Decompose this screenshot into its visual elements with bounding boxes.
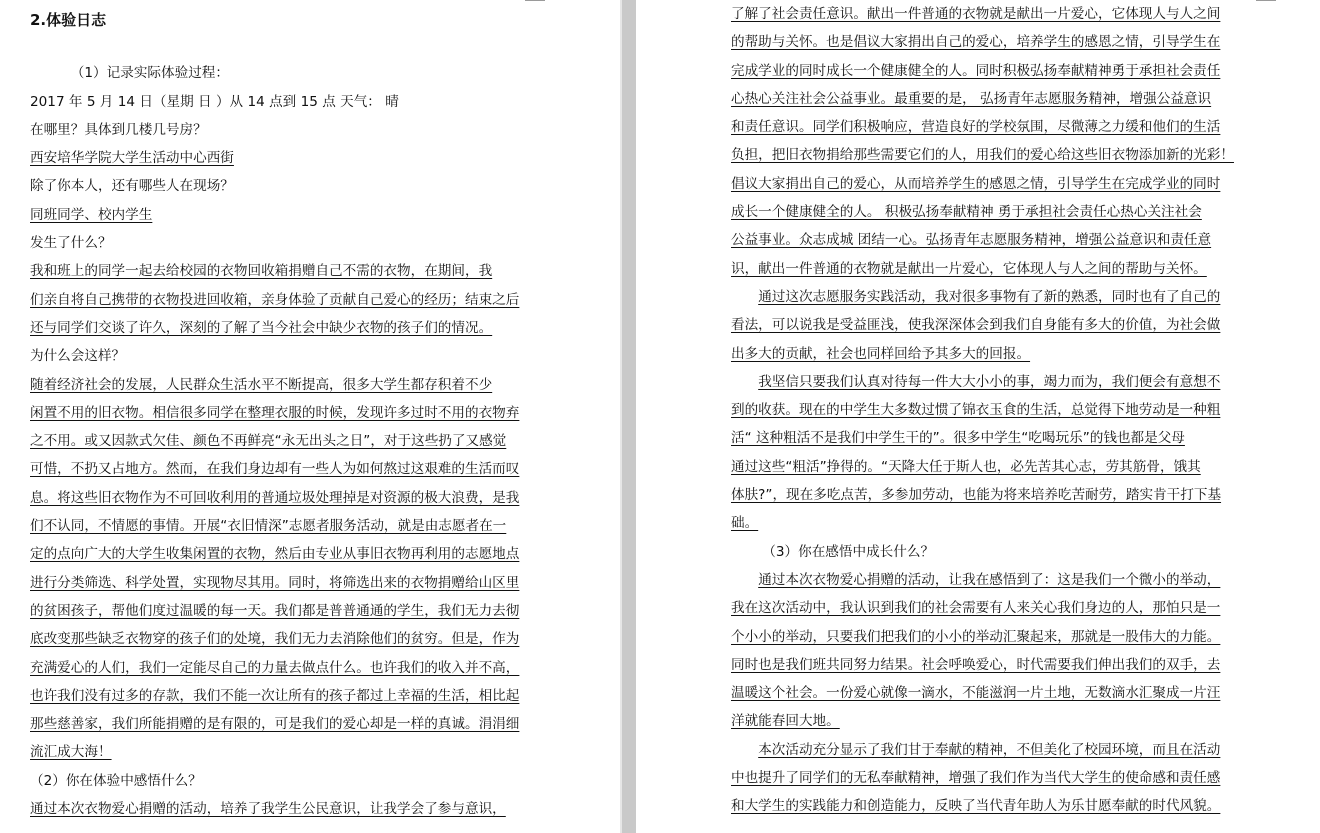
text-line-content: 心热心关注社会公益事业。最重要的是， 弘扬青年志愿服务精神，增强公益意识 [731,90,1212,107]
text-line [731,311,1251,339]
text-line [30,31,520,59]
text-line-content: 可惜，不扔又占地方。然而，在我们身边却有一些人为如何熬过这艰难的生活而叹 [30,461,520,478]
text-line-content: 充满爱心的人们，我们一定能尽自己的力量去做点什么。也许我们的收入并不高， [30,659,520,676]
text-line-content: 底改变那些缺乏衣物穿的孩子们的处境，我们无力去消除他们的贫穷。但是，作为 [30,631,520,648]
text-line [731,651,1251,679]
text-line-content: 出多大的贡献，社会也同样回给予其多大的回报。 [731,345,1031,362]
text-line-content: 为什么会这样？ [30,348,126,365]
text-line [30,427,520,455]
text-line [30,342,520,370]
text-line [30,512,520,540]
text-line [30,625,520,653]
text-line-content: 息。将这些旧衣物作为不可回收利用的普通垃圾处理掉是对资源的极大浪费，是我 [30,489,520,506]
text-line-content: 同班同学、校内学生 [30,206,153,223]
text-line-content: 在哪里？具体到几楼几号房？ [30,121,207,138]
text-line-content: 活“ 这种粗活不是我们中学生干的”。很多中学生“吃喝玩乐”的钱也都是父母 [731,430,1185,447]
text-line-content: 2017 年 5 月 14 日（星期 日 ）从 14 点到 15 点 天气： 晴 [30,93,399,110]
page-right-content [731,0,1251,821]
text-line [30,738,520,766]
text-line-content: 流汇成大海！ [30,744,112,761]
section-heading: 2.体验日志 [30,11,107,29]
text-line-content: 成长一个健康健全的人。 积极弘扬奉献精神 勇于承担社会责任心热心关注社会 [731,204,1202,221]
text-line [731,424,1251,452]
text-line [30,257,520,285]
text-line-content: 通过这些“粗活”挣得的。“天降大任于斯人也，必先苦其心志，劳其筋骨，饿其 [731,458,1201,475]
text-line [731,368,1251,396]
text-line [731,0,1251,28]
text-line-content: 体肤?”，现在多吃点苦，多参加劳动，也能为将来培养吃苦耐劳，踏实肯干打下基 [731,487,1222,504]
text-line-content: 负担，把旧衣物捐给那些需要它们的人，用我们的爱心给这些旧衣物添加新的光彩！ [731,147,1234,164]
text-line [731,141,1251,169]
text-line-content: （3）你在感悟中成长什么？ [762,543,935,560]
text-line-content: 我和班上的同学一起去给校园的衣物回收箱捐赠自己不需的衣物，在期间，我 [30,263,493,280]
text-line-content: 看法，可以说我是受益匪浅，使我深深体会到我们自身能有多大的价值，为社会做 [731,317,1221,334]
text-line [731,509,1251,537]
text-line-content: 发生了什么？ [30,235,112,252]
text-line-content: 本次活动充分显示了我们甘于奉献的精神，不但美化了校园环境，而且在活动 [758,741,1221,758]
text-line-content: 通过本次衣物爱心捐赠的活动，培养了我学生公民意识，让我学会了参与意识， [30,801,506,818]
text-line-content: 础。 [731,515,759,532]
text-line-content: （2）你在体验中感悟什么？ [30,772,202,789]
text-line-content: 我坚信只要我们认真对待每一件大大小小的事，竭力而为，我们便会有意想不 [758,373,1221,390]
text-line [731,707,1251,735]
text-line [30,144,520,172]
text-line [731,566,1251,594]
text-line [731,623,1251,651]
text-line [731,340,1251,368]
text-line [731,736,1251,764]
text-line [30,540,520,568]
text-line [30,767,520,795]
text-line [30,59,520,87]
page-right-lines [731,0,1251,821]
text-line-content: 和大学生的实践能力和创造能力，反映了当代青年助人为乐甘愿奉献的时代风貌。 [731,798,1221,815]
text-line [30,172,520,200]
text-line [30,569,520,597]
text-line [731,113,1251,141]
text-line-content: 的帮助与关怀。也是倡议大家捐出自己的爱心，培养学生的感恩之情，引导学生在 [731,34,1221,51]
text-line-content: 到的收获。现在的中学生大多数过惯了锦衣玉食的生活，总觉得下地劳动是一种粗 [731,402,1221,419]
text-line [30,597,520,625]
text-line [30,116,520,144]
text-line-content: 同时也是我们班共同努力结果。社会呼唤爱心，时代需要我们伸出我们的双手，去 [731,656,1221,673]
text-line [30,455,520,483]
text-line-content: 识，献出一件普通的衣物就是献出一片爱心，它体现人与人之间的帮助与关怀。 [731,260,1207,277]
text-line [30,399,520,427]
text-line-content: （1）记录实际体验过程： [70,65,229,82]
text-line-content: 们不认同，不情愿的事情。开展“衣旧情深”志愿者服务活动，就是由志愿者在一 [30,518,507,535]
text-line [30,88,520,116]
text-line-content: 闲置不用的旧衣物。相信很多同学在整理衣服的时候，发现许多过时不用的衣物弃 [30,404,520,421]
text-line-content: 公益事业。众志成城 团结一心。弘扬青年志愿服务精神，增强公益意识和责任意 [731,232,1212,249]
text-line-content: 通过这次志愿服务实践活动，我对很多事物有了新的熟悉，同时也有了自己的 [758,288,1221,305]
text-line [731,453,1251,481]
text-line-content: 我在这次活动中，我认识到我们的社会需要有人来关心我们身边的人，那怕只是一 [731,600,1221,617]
text-line [30,229,520,257]
text-line-content: 温暖这个社会。一份爱心就像一滴水，不能滋润一片土地，无数滴水汇聚成一片汪 [731,685,1221,702]
text-line [731,396,1251,424]
text-line [30,795,520,823]
text-line [731,481,1251,509]
text-line [30,682,520,710]
text-line-content: 西安培华学院大学生活动中心西街 [30,150,234,167]
text-line-content: 的贫困孩子，帮他们度过温暖的每一天。我们都是普普通通的学生，我们无力去彻 [30,602,520,619]
document-page-right [636,0,1320,833]
text-line [731,28,1251,56]
text-line-content: 也许我们没有过多的存款，我们不能一次让所有的孩子都过上幸福的生活，相比起 [30,687,520,704]
text-line [731,679,1251,707]
text-line-content: 之不用。或又因款式欠佳、颜色不再鲜亮“永无出头之日”，对于这些扔了又感觉 [30,433,507,450]
text-line [731,594,1251,622]
text-line [30,314,520,342]
page-left-content [30,3,520,823]
page-gutter [620,0,636,833]
text-line [731,283,1251,311]
text-line [731,792,1251,820]
text-line-content: 中也提升了同学们的无私奉献精神，增强了我们作为当代大学生的使命感和责任感 [731,770,1221,787]
page-corner-mark [525,0,545,1]
text-line-content: 洋就能春回大地。 [731,713,840,730]
text-line-content: 随着经济社会的发展，人民群众生活水平不断提高，很多大学生都存积着不少 [30,376,493,393]
text-line-content: 那些慈善家，我们所能捐赠的是有限的，可是我们的爱心却是一样的真诚。涓涓细 [30,716,520,733]
text-line-content: 们亲自将自己携带的衣物投进回收箱，亲身体验了贡献自己爱心的经历；结束之后 [30,291,520,308]
text-line [731,764,1251,792]
text-line [30,371,520,399]
text-line-content: 了解了社会责任意识。献出一件普通的衣物就是献出一片爱心，它体现人与人之间 [731,6,1221,22]
text-line-content: 个小小的举动，只要我们把我们的小小的举动汇聚起来，那就是一股伟大的力能。 [731,628,1221,645]
text-line-content: 倡议大家捐出自己的爱心，从而培养学生的感恩之情，引导学生在完成学业的同时 [731,175,1221,192]
text-line-content: 完成学业的同时成长一个健康健全的人。同时积极弘扬奉献精神勇于承担社会责任 [731,62,1221,79]
text-line-content: 定的点向广大的大学生收集闲置的衣物，然后由专业从事旧衣物再利用的志愿地点 [30,546,520,563]
text-line [731,170,1251,198]
text-line [30,710,520,738]
text-line [30,201,520,229]
text-line-content: 除了你本人，还有哪些人在现场？ [30,178,234,195]
text-line [731,255,1251,283]
document-page-left [0,0,620,833]
text-line [731,226,1251,254]
text-line [30,654,520,682]
page-corner-mark [1256,0,1276,1]
text-line-content: 和责任意识。同学们积极响应，营造良好的学校氛围，尽微薄之力缓和他们的生活 [731,119,1221,136]
text-line [731,57,1251,85]
text-line [731,538,1251,566]
text-line-content: 还与同学们交谈了许久，深刻的了解了当今社会中缺少衣物的孩子们的情况。 [30,319,493,336]
text-line-content: 通过本次衣物爱心捐赠的活动，让我在感悟到了：这是我们一个微小的举动， [758,571,1221,588]
text-line [30,286,520,314]
text-line [731,198,1251,226]
text-line [30,484,520,512]
text-line-content: 进行分类筛选、科学处置，实现物尽其用。同时，将筛选出来的衣物捐赠给山区里 [30,574,520,591]
text-line [731,85,1251,113]
page-left-lines [30,31,520,823]
